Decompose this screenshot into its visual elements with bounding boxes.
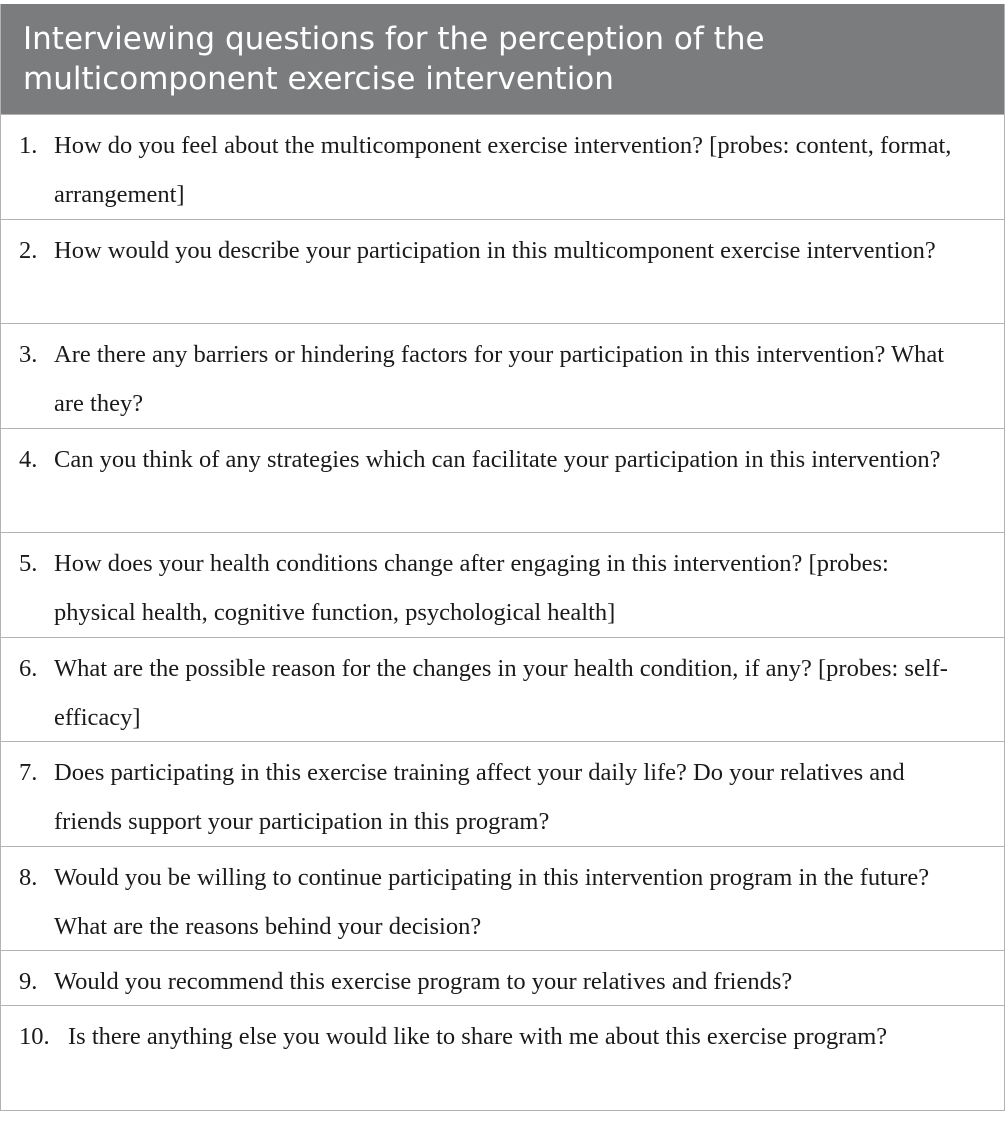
row-number: 7. [19,759,38,786]
table-row [1,741,1004,846]
table-row [1,846,1004,951]
row-text: Does participating in this exercise training affect your daily life? Do your relatives and friends support your participation in this program? [54,759,905,835]
table-row [1,323,1004,428]
row-number: 2. [19,236,38,264]
table-row [1,428,1004,533]
row-text: Are there any barriers or hindering factors for your participation in this intervention? What are they? [54,341,945,417]
table-row [1,219,1004,324]
table-row [1,114,1004,219]
table-row [1,637,1004,742]
questions-table [0,4,1005,1111]
row-number: 9. [19,968,38,995]
row-text: Would you be willing to continue participating in this intervention program in the future? What are the reasons behind your decision? [54,863,930,940]
table-header: Interviewing questions for the perception of the multicomponent exercise intervention [1,4,1004,114]
row-text: How do you feel about the multicomponent exercise intervention? [probes: content, format, arrangement] [54,132,952,208]
row-number: 10. [19,1023,50,1050]
row-text: What are the possible reason for the changes in your health condition, if any? [probes: self-efficacy] [54,654,948,731]
row-text: Would you recommend this exercise program to your relatives and friends? [54,968,793,995]
table-row [1,950,1004,1005]
row-text: How does your health conditions change after engaging in this intervention? [probes: physical health, cognitive function, psychological health] [54,550,889,626]
row-number: 4. [19,445,38,473]
row-number: 1. [19,132,38,159]
row-number: 3. [19,341,38,368]
row-number: 8. [19,863,38,891]
row-number: 6. [19,654,38,682]
row-number: 5. [19,550,38,577]
row-text: Is there anything else you would like to share with me about this exercise program? [68,1023,888,1050]
row-text: How would you describe your participation in this multicomponent exercise intervention? [54,236,936,264]
row-text: Can you think of any strategies which can facilitate your participation in this intervention? [54,445,941,473]
table-row [1,532,1004,637]
table-row [1,1005,1004,1110]
